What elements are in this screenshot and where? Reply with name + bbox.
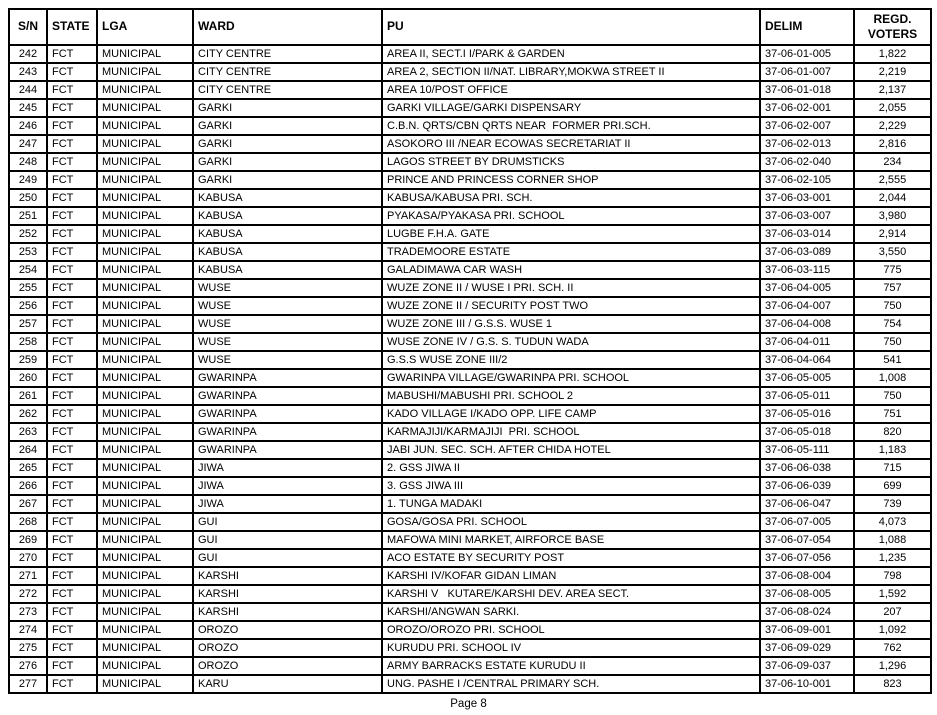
column-header-state: STATE [47, 9, 97, 45]
cell-registered-voters: 1,092 [854, 621, 931, 639]
cell-polling-unit: ARMY BARRACKS ESTATE KURUDU II [382, 657, 760, 675]
cell-registered-voters: 1,088 [854, 531, 931, 549]
cell-delim-code: 37-06-02-040 [760, 153, 854, 171]
cell-polling-unit: GWARINPA VILLAGE/GWARINPA PRI. SCHOOL [382, 369, 760, 387]
cell-polling-unit: PYAKASA/PYAKASA PRI. SCHOOL [382, 207, 760, 225]
cell-registered-voters: 2,219 [854, 63, 931, 81]
cell-polling-unit: KARSHI V KUTARE/KARSHI DEV. AREA SECT. [382, 585, 760, 603]
cell-serial-number: 256 [9, 297, 47, 315]
cell-lga: MUNICIPAL [97, 171, 193, 189]
table-row [9, 459, 931, 477]
cell-delim-code: 37-06-05-011 [760, 387, 854, 405]
cell-lga: MUNICIPAL [97, 405, 193, 423]
cell-lga: MUNICIPAL [97, 351, 193, 369]
cell-state: FCT [47, 639, 97, 657]
cell-polling-unit: G.S.S WUSE ZONE III/2 [382, 351, 760, 369]
cell-polling-unit: TRADEMOORE ESTATE [382, 243, 760, 261]
cell-delim-code: 37-06-01-005 [760, 45, 854, 63]
cell-state: FCT [47, 441, 97, 459]
cell-registered-voters: 750 [854, 387, 931, 405]
cell-ward: GUI [193, 513, 382, 531]
cell-registered-voters: 762 [854, 639, 931, 657]
cell-serial-number: 260 [9, 369, 47, 387]
cell-polling-unit: LUGBE F.H.A. GATE [382, 225, 760, 243]
cell-ward: KABUSA [193, 261, 382, 279]
cell-registered-voters: 754 [854, 315, 931, 333]
table-row [9, 567, 931, 585]
cell-delim-code: 37-06-09-029 [760, 639, 854, 657]
cell-state: FCT [47, 369, 97, 387]
cell-ward: GUI [193, 549, 382, 567]
cell-state: FCT [47, 621, 97, 639]
cell-state: FCT [47, 423, 97, 441]
cell-delim-code: 37-06-05-111 [760, 441, 854, 459]
cell-registered-voters: 2,044 [854, 189, 931, 207]
cell-state: FCT [47, 405, 97, 423]
cell-state: FCT [47, 297, 97, 315]
cell-polling-unit: GALADIMAWA CAR WASH [382, 261, 760, 279]
cell-registered-voters: 715 [854, 459, 931, 477]
table-row [9, 279, 931, 297]
cell-state: FCT [47, 81, 97, 99]
cell-lga: MUNICIPAL [97, 117, 193, 135]
cell-delim-code: 37-06-03-007 [760, 207, 854, 225]
cell-polling-unit: KARMAJIJI/KARMAJIJI PRI. SCHOOL [382, 423, 760, 441]
cell-delim-code: 37-06-08-005 [760, 585, 854, 603]
cell-serial-number: 270 [9, 549, 47, 567]
cell-registered-voters: 750 [854, 297, 931, 315]
cell-state: FCT [47, 387, 97, 405]
cell-delim-code: 37-06-03-089 [760, 243, 854, 261]
cell-ward: GUI [193, 531, 382, 549]
table-row [9, 63, 931, 81]
cell-serial-number: 243 [9, 63, 47, 81]
cell-registered-voters: 2,055 [854, 99, 931, 117]
cell-serial-number: 263 [9, 423, 47, 441]
cell-delim-code: 37-06-06-039 [760, 477, 854, 495]
cell-delim-code: 37-06-07-054 [760, 531, 854, 549]
table-row [9, 603, 931, 621]
cell-registered-voters: 757 [854, 279, 931, 297]
cell-serial-number: 259 [9, 351, 47, 369]
cell-delim-code: 37-06-06-047 [760, 495, 854, 513]
cell-ward: WUSE [193, 279, 382, 297]
cell-polling-unit: GARKI VILLAGE/GARKI DISPENSARY [382, 99, 760, 117]
cell-serial-number: 261 [9, 387, 47, 405]
cell-delim-code: 37-06-02-007 [760, 117, 854, 135]
cell-delim-code: 37-06-08-024 [760, 603, 854, 621]
cell-ward: KARSHI [193, 585, 382, 603]
cell-state: FCT [47, 531, 97, 549]
cell-registered-voters: 1,592 [854, 585, 931, 603]
table-row [9, 297, 931, 315]
cell-registered-voters: 2,914 [854, 225, 931, 243]
cell-ward: GWARINPA [193, 441, 382, 459]
cell-ward: CITY CENTRE [193, 81, 382, 99]
cell-ward: GWARINPA [193, 405, 382, 423]
cell-state: FCT [47, 135, 97, 153]
cell-registered-voters: 1,008 [854, 369, 931, 387]
table-row [9, 171, 931, 189]
cell-serial-number: 248 [9, 153, 47, 171]
cell-state: FCT [47, 279, 97, 297]
cell-serial-number: 264 [9, 441, 47, 459]
cell-polling-unit: MABUSHI/MABUSHI PRI. SCHOOL 2 [382, 387, 760, 405]
cell-ward: OROZO [193, 639, 382, 657]
cell-delim-code: 37-06-04-008 [760, 315, 854, 333]
cell-registered-voters: 4,073 [854, 513, 931, 531]
cell-serial-number: 247 [9, 135, 47, 153]
cell-ward: WUSE [193, 333, 382, 351]
column-header-regd-voters: REGD. VOTERS [854, 9, 931, 45]
cell-ward: KABUSA [193, 243, 382, 261]
cell-delim-code: 37-06-03-115 [760, 261, 854, 279]
cell-serial-number: 244 [9, 81, 47, 99]
cell-lga: MUNICIPAL [97, 315, 193, 333]
table-row [9, 261, 931, 279]
cell-serial-number: 249 [9, 171, 47, 189]
cell-state: FCT [47, 459, 97, 477]
cell-lga: MUNICIPAL [97, 243, 193, 261]
cell-registered-voters: 3,980 [854, 207, 931, 225]
cell-ward: GWARINPA [193, 369, 382, 387]
cell-lga: MUNICIPAL [97, 513, 193, 531]
cell-lga: MUNICIPAL [97, 441, 193, 459]
table-row [9, 207, 931, 225]
cell-delim-code: 37-06-02-105 [760, 171, 854, 189]
table-row [9, 45, 931, 63]
cell-polling-unit: MAFOWA MINI MARKET, AIRFORCE BASE [382, 531, 760, 549]
cell-state: FCT [47, 585, 97, 603]
table-row [9, 117, 931, 135]
cell-serial-number: 273 [9, 603, 47, 621]
cell-polling-unit: WUZE ZONE II / SECURITY POST TWO [382, 297, 760, 315]
cell-polling-unit: PRINCE AND PRINCESS CORNER SHOP [382, 171, 760, 189]
table-row [9, 531, 931, 549]
cell-delim-code: 37-06-03-014 [760, 225, 854, 243]
cell-delim-code: 37-06-06-038 [760, 459, 854, 477]
cell-delim-code: 37-06-02-013 [760, 135, 854, 153]
cell-ward: GARKI [193, 99, 382, 117]
cell-serial-number: 255 [9, 279, 47, 297]
cell-delim-code: 37-06-01-018 [760, 81, 854, 99]
cell-polling-unit: AREA 2, SECTION II/NAT. LIBRARY,MOKWA STREET II [382, 63, 760, 81]
cell-ward: JIWA [193, 495, 382, 513]
cell-lga: MUNICIPAL [97, 459, 193, 477]
column-header-pu: PU [382, 9, 760, 45]
cell-registered-voters: 2,816 [854, 135, 931, 153]
cell-registered-voters: 2,229 [854, 117, 931, 135]
cell-ward: GWARINPA [193, 423, 382, 441]
cell-state: FCT [47, 207, 97, 225]
cell-lga: MUNICIPAL [97, 297, 193, 315]
table-header-row [9, 9, 931, 45]
cell-delim-code: 37-06-04-005 [760, 279, 854, 297]
table-row [9, 315, 931, 333]
cell-polling-unit: WUZE ZONE II / WUSE I PRI. SCH. II [382, 279, 760, 297]
table-row [9, 621, 931, 639]
cell-polling-unit: GOSA/GOSA PRI. SCHOOL [382, 513, 760, 531]
table-row [9, 225, 931, 243]
cell-polling-unit: KURUDU PRI. SCHOOL IV [382, 639, 760, 657]
cell-state: FCT [47, 225, 97, 243]
cell-serial-number: 246 [9, 117, 47, 135]
cell-state: FCT [47, 675, 97, 693]
cell-serial-number: 251 [9, 207, 47, 225]
column-header-lga: LGA [97, 9, 193, 45]
column-header-sn: S/N [9, 9, 47, 45]
cell-ward: GWARINPA [193, 387, 382, 405]
cell-polling-unit: WUZE ZONE III / G.S.S. WUSE 1 [382, 315, 760, 333]
cell-serial-number: 275 [9, 639, 47, 657]
cell-ward: GARKI [193, 171, 382, 189]
table-row [9, 477, 931, 495]
cell-lga: MUNICIPAL [97, 585, 193, 603]
cell-state: FCT [47, 99, 97, 117]
cell-ward: KABUSA [193, 225, 382, 243]
cell-serial-number: 265 [9, 459, 47, 477]
cell-ward: WUSE [193, 297, 382, 315]
table-row [9, 99, 931, 117]
cell-registered-voters: 820 [854, 423, 931, 441]
table-row [9, 333, 931, 351]
cell-polling-unit: AREA II, SECT.I I/PARK & GARDEN [382, 45, 760, 63]
polling-units-table [8, 8, 932, 694]
column-header-delim: DELIM [760, 9, 854, 45]
cell-delim-code: 37-06-09-037 [760, 657, 854, 675]
cell-lga: MUNICIPAL [97, 531, 193, 549]
cell-state: FCT [47, 657, 97, 675]
cell-ward: WUSE [193, 351, 382, 369]
cell-state: FCT [47, 351, 97, 369]
cell-ward: WUSE [193, 315, 382, 333]
cell-lga: MUNICIPAL [97, 279, 193, 297]
table-row [9, 495, 931, 513]
cell-delim-code: 37-06-08-004 [760, 567, 854, 585]
cell-delim-code: 37-06-04-011 [760, 333, 854, 351]
table-row [9, 585, 931, 603]
cell-lga: MUNICIPAL [97, 99, 193, 117]
cell-polling-unit: OROZO/OROZO PRI. SCHOOL [382, 621, 760, 639]
cell-state: FCT [47, 315, 97, 333]
cell-registered-voters: 1,822 [854, 45, 931, 63]
cell-lga: MUNICIPAL [97, 63, 193, 81]
cell-serial-number: 274 [9, 621, 47, 639]
cell-lga: MUNICIPAL [97, 387, 193, 405]
cell-polling-unit: WUSE ZONE IV / G.S. S. TUDUN WADA [382, 333, 760, 351]
cell-registered-voters: 739 [854, 495, 931, 513]
cell-delim-code: 37-06-07-056 [760, 549, 854, 567]
cell-ward: KARSHI [193, 567, 382, 585]
cell-registered-voters: 750 [854, 333, 931, 351]
cell-ward: KABUSA [193, 189, 382, 207]
cell-lga: MUNICIPAL [97, 477, 193, 495]
cell-polling-unit: LAGOS STREET BY DRUMSTICKS [382, 153, 760, 171]
cell-delim-code: 37-06-05-018 [760, 423, 854, 441]
cell-serial-number: 250 [9, 189, 47, 207]
cell-serial-number: 253 [9, 243, 47, 261]
table-row [9, 441, 931, 459]
cell-serial-number: 257 [9, 315, 47, 333]
cell-polling-unit: UNG. PASHE I /CENTRAL PRIMARY SCH. [382, 675, 760, 693]
cell-serial-number: 262 [9, 405, 47, 423]
cell-state: FCT [47, 477, 97, 495]
cell-registered-voters: 823 [854, 675, 931, 693]
cell-delim-code: 37-06-04-007 [760, 297, 854, 315]
table-row [9, 351, 931, 369]
cell-serial-number: 276 [9, 657, 47, 675]
cell-polling-unit: 2. GSS JIWA II [382, 459, 760, 477]
cell-serial-number: 245 [9, 99, 47, 117]
cell-serial-number: 271 [9, 567, 47, 585]
cell-state: FCT [47, 513, 97, 531]
cell-polling-unit: 1. TUNGA MADAKI [382, 495, 760, 513]
cell-ward: JIWA [193, 477, 382, 495]
table-row [9, 243, 931, 261]
cell-lga: MUNICIPAL [97, 189, 193, 207]
cell-lga: MUNICIPAL [97, 207, 193, 225]
table-row [9, 153, 931, 171]
cell-registered-voters: 207 [854, 603, 931, 621]
page-number: Page 8 [450, 698, 487, 710]
table-row [9, 657, 931, 675]
cell-serial-number: 268 [9, 513, 47, 531]
cell-ward: GARKI [193, 153, 382, 171]
cell-lga: MUNICIPAL [97, 135, 193, 153]
cell-serial-number: 252 [9, 225, 47, 243]
cell-ward: KARU [193, 675, 382, 693]
cell-polling-unit: KARSHI IV/KOFAR GIDAN LIMAN [382, 567, 760, 585]
cell-delim-code: 37-06-01-007 [760, 63, 854, 81]
cell-polling-unit: ACO ESTATE BY SECURITY POST [382, 549, 760, 567]
table-row [9, 369, 931, 387]
table-row [9, 405, 931, 423]
cell-registered-voters: 2,137 [854, 81, 931, 99]
cell-registered-voters: 1,183 [854, 441, 931, 459]
cell-state: FCT [47, 45, 97, 63]
cell-lga: MUNICIPAL [97, 549, 193, 567]
table-row [9, 513, 931, 531]
cell-ward: OROZO [193, 657, 382, 675]
table-row [9, 549, 931, 567]
cell-lga: MUNICIPAL [97, 639, 193, 657]
cell-lga: MUNICIPAL [97, 423, 193, 441]
cell-ward: CITY CENTRE [193, 45, 382, 63]
cell-lga: MUNICIPAL [97, 603, 193, 621]
cell-state: FCT [47, 243, 97, 261]
cell-registered-voters: 751 [854, 405, 931, 423]
cell-delim-code: 37-06-05-016 [760, 405, 854, 423]
cell-ward: KARSHI [193, 603, 382, 621]
cell-lga: MUNICIPAL [97, 225, 193, 243]
cell-registered-voters: 3,550 [854, 243, 931, 261]
table-body [9, 45, 931, 693]
cell-serial-number: 254 [9, 261, 47, 279]
cell-serial-number: 267 [9, 495, 47, 513]
cell-polling-unit: AREA 10/POST OFFICE [382, 81, 760, 99]
cell-serial-number: 266 [9, 477, 47, 495]
cell-ward: CITY CENTRE [193, 63, 382, 81]
cell-lga: MUNICIPAL [97, 369, 193, 387]
cell-state: FCT [47, 495, 97, 513]
cell-polling-unit: 3. GSS JIWA III [382, 477, 760, 495]
cell-registered-voters: 1,296 [854, 657, 931, 675]
cell-lga: MUNICIPAL [97, 675, 193, 693]
cell-registered-voters: 541 [854, 351, 931, 369]
cell-serial-number: 272 [9, 585, 47, 603]
cell-state: FCT [47, 63, 97, 81]
cell-ward: OROZO [193, 621, 382, 639]
cell-ward: JIWA [193, 459, 382, 477]
cell-registered-voters: 2,555 [854, 171, 931, 189]
cell-lga: MUNICIPAL [97, 621, 193, 639]
cell-ward: KABUSA [193, 207, 382, 225]
cell-polling-unit: C.B.N. QRTS/CBN QRTS NEAR FORMER PRI.SCH. [382, 117, 760, 135]
cell-state: FCT [47, 549, 97, 567]
cell-state: FCT [47, 567, 97, 585]
cell-registered-voters: 699 [854, 477, 931, 495]
cell-lga: MUNICIPAL [97, 45, 193, 63]
cell-polling-unit: KARSHI/ANGWAN SARKI. [382, 603, 760, 621]
cell-delim-code: 37-06-02-001 [760, 99, 854, 117]
table-row [9, 189, 931, 207]
cell-registered-voters: 798 [854, 567, 931, 585]
table-row [9, 639, 931, 657]
cell-polling-unit: ASOKORO III /NEAR ECOWAS SECRETARIAT II [382, 135, 760, 153]
cell-delim-code: 37-06-09-001 [760, 621, 854, 639]
cell-ward: GARKI [193, 135, 382, 153]
table-row [9, 135, 931, 153]
cell-delim-code: 37-06-04-064 [760, 351, 854, 369]
table-row [9, 81, 931, 99]
table-row [9, 423, 931, 441]
cell-lga: MUNICIPAL [97, 495, 193, 513]
cell-lga: MUNICIPAL [97, 81, 193, 99]
cell-lga: MUNICIPAL [97, 657, 193, 675]
cell-serial-number: 258 [9, 333, 47, 351]
cell-registered-voters: 1,235 [854, 549, 931, 567]
cell-lga: MUNICIPAL [97, 567, 193, 585]
cell-lga: MUNICIPAL [97, 333, 193, 351]
cell-state: FCT [47, 153, 97, 171]
cell-polling-unit: KADO VILLAGE I/KADO OPP. LIFE CAMP [382, 405, 760, 423]
cell-state: FCT [47, 333, 97, 351]
cell-registered-voters: 234 [854, 153, 931, 171]
cell-delim-code: 37-06-03-001 [760, 189, 854, 207]
cell-lga: MUNICIPAL [97, 261, 193, 279]
cell-registered-voters: 775 [854, 261, 931, 279]
table-row [9, 675, 931, 693]
cell-serial-number: 277 [9, 675, 47, 693]
cell-polling-unit: JABI JUN. SEC. SCH. AFTER CHIDA HOTEL [382, 441, 760, 459]
cell-ward: GARKI [193, 117, 382, 135]
column-header-ward: WARD [193, 9, 382, 45]
table-row [9, 387, 931, 405]
cell-delim-code: 37-06-07-005 [760, 513, 854, 531]
cell-state: FCT [47, 117, 97, 135]
cell-serial-number: 242 [9, 45, 47, 63]
cell-lga: MUNICIPAL [97, 153, 193, 171]
cell-state: FCT [47, 189, 97, 207]
cell-serial-number: 269 [9, 531, 47, 549]
cell-delim-code: 37-06-10-001 [760, 675, 854, 693]
cell-delim-code: 37-06-05-005 [760, 369, 854, 387]
cell-polling-unit: KABUSA/KABUSA PRI. SCH. [382, 189, 760, 207]
cell-state: FCT [47, 603, 97, 621]
cell-state: FCT [47, 171, 97, 189]
cell-state: FCT [47, 261, 97, 279]
